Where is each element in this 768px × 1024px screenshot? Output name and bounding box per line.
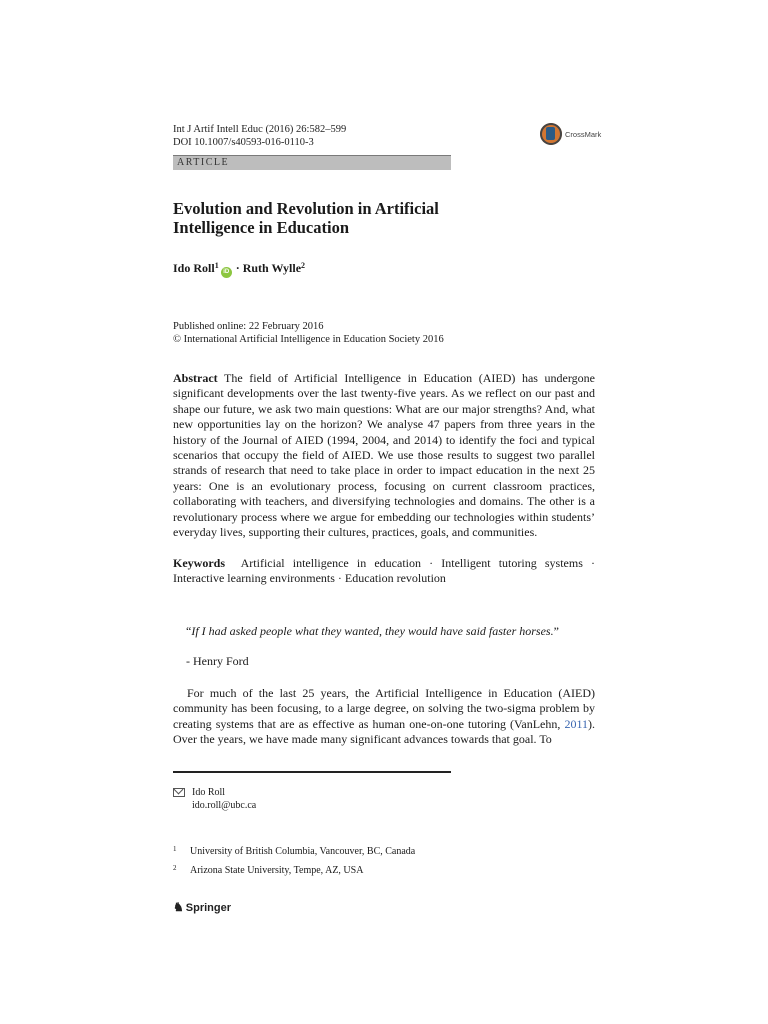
orcid-icon[interactable]: iD xyxy=(221,267,232,278)
author-affiliation-marker: 2 xyxy=(301,261,306,270)
article-type-bar xyxy=(173,155,451,170)
correspondence-email[interactable]: ido.roll@ubc.ca xyxy=(192,799,257,811)
affiliation-text: Arizona State University, Tempe, AZ, USA xyxy=(190,865,364,876)
keywords-text: Artificial intelligence in education · Intelligent tutoring systems · Interactive learning environments · Education revolution xyxy=(173,556,595,586)
author-affiliation-marker: 1 xyxy=(214,261,219,270)
author-name[interactable]: Ido Roll xyxy=(173,261,215,275)
crossmark-icon xyxy=(540,123,562,145)
keywords-label: Keywords xyxy=(173,556,225,570)
correspondence-name: Ido Roll xyxy=(192,787,226,798)
crossmark-label: CrossMark xyxy=(565,129,602,139)
intro-text-continued: ). Over the years, we have made many significant advances towards that goal. To xyxy=(173,716,595,747)
crossmark-badge[interactable] xyxy=(540,121,602,147)
copyright-notice: © International Artificial Intelligence in Education Society 2016 xyxy=(173,334,444,345)
epigraph-attribution: - Henry Ford xyxy=(186,654,249,668)
footnote-divider xyxy=(173,771,451,773)
citation-link[interactable]: 2011 xyxy=(564,716,588,731)
affiliation-number: 2 xyxy=(173,864,177,872)
article-type-label: ARTICLE xyxy=(177,157,230,168)
author-separator: · xyxy=(235,261,240,275)
quote-text: If I had asked people what they wanted, they would have said faster horses. xyxy=(191,624,554,638)
author-list xyxy=(173,258,305,278)
intro-paragraph xyxy=(173,686,595,748)
abstract xyxy=(173,371,595,540)
affiliation-number: 1 xyxy=(173,845,177,853)
abstract-label: Abstract xyxy=(173,371,218,385)
envelope-icon xyxy=(173,788,185,797)
affiliation-text: University of British Columbia, Vancouver, BC, Canada xyxy=(190,846,416,857)
quote-open-mark: “ xyxy=(186,624,192,638)
paper-title: Evolution and Revolution in Artificial Intelligence in Education xyxy=(173,199,439,237)
journal-citation: Int J Artif Intell Educ (2016) 26:582–599 xyxy=(173,124,347,135)
quote-close-mark: ” xyxy=(553,624,559,638)
publisher-name: Springer xyxy=(185,902,231,914)
springer-horse-icon: ♞ xyxy=(173,900,184,914)
publication-info xyxy=(173,320,444,346)
intro-text: For much of the last 25 years, the Artificial Intelligence in Education (AIED) community has been focusing, to a large degree, on solving the two-sigma problem by creating systems that are as effective as human one-on-one tutoring (VanLehn, xyxy=(173,686,595,731)
keywords xyxy=(173,556,595,587)
doi[interactable]: DOI 10.1007/s40593-016-0110-3 xyxy=(173,137,314,148)
epigraph-quote xyxy=(186,624,559,639)
published-date: Published online: 22 February 2016 xyxy=(173,321,324,332)
abstract-text: The field of Artificial Intelligence in Education (AIED) has undergone significant developments over the last twenty-five years. As we reflect on our past and shape our future, we ask two main questions: What are our major strengths? And, what new opportunities lay on the horizon? We analyse 47 papers from three years in the history of the Journal of AIED (1994, 2004, and 2014) to identify the foci and typical scenarios that occupy the field of AIED. We use those results to suggest two parallel strands of research that need to take place in order to impact education in the next 25 years: One is an evolutionary process, focusing on current classroom practices, collaborating with teachers, and diversifying technologies and domains. The other is a revolutionary process where we argue for embedding our technologies within students’ everyday lives, supporting their cultures, practices, goals, and communities. xyxy=(173,371,595,540)
author-name[interactable]: Ruth Wylle xyxy=(242,261,302,275)
publisher-logo xyxy=(173,900,231,915)
journal-header xyxy=(173,123,346,149)
